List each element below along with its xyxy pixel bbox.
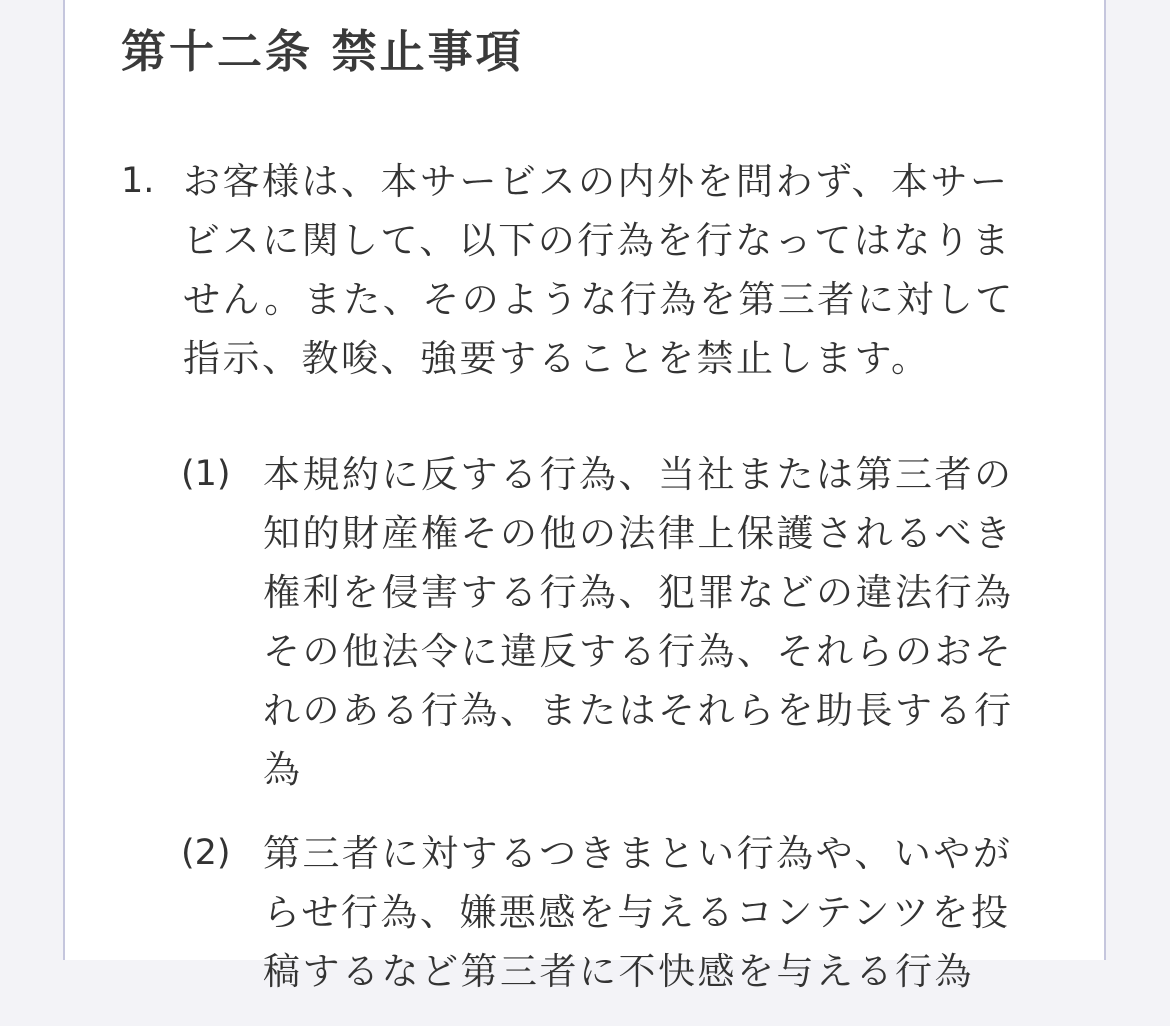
list-item-text: 本規約に反する行為、当社または第三者の知的財産権その他の法律上保護されるべき権利を侵害する行為、犯罪などの違法行為その他法令に違反する行為、それらのおそれのある行為、またはそれらを助長する行為	[263, 453, 1014, 791]
list-item-text: 第三者に対するつきまとい行為や、いやがらせ行為、嫌悪感を与えるコンテンツを投稿するなど第三者に不快感を与える行為	[263, 832, 1013, 993]
list-item	[181, 445, 1051, 799]
clause-text: お客様は、本サービスの内外を問わず、本サービスに関して、以下の行為を行なってはなりません。また、そのような行為を第三者に対して指示、教唆、強要することを禁止します。	[183, 160, 1015, 380]
clause-1	[121, 152, 1051, 1026]
article-title: 第十二条 禁止事項	[121, 25, 524, 78]
document-page	[63, 0, 1106, 993]
list-item	[181, 824, 1051, 1001]
list-item-number: (1)	[181, 454, 231, 494]
prohibited-acts-list	[181, 445, 1051, 1001]
clause-number: 1.	[121, 161, 155, 201]
list-item-number: (2)	[181, 833, 231, 873]
